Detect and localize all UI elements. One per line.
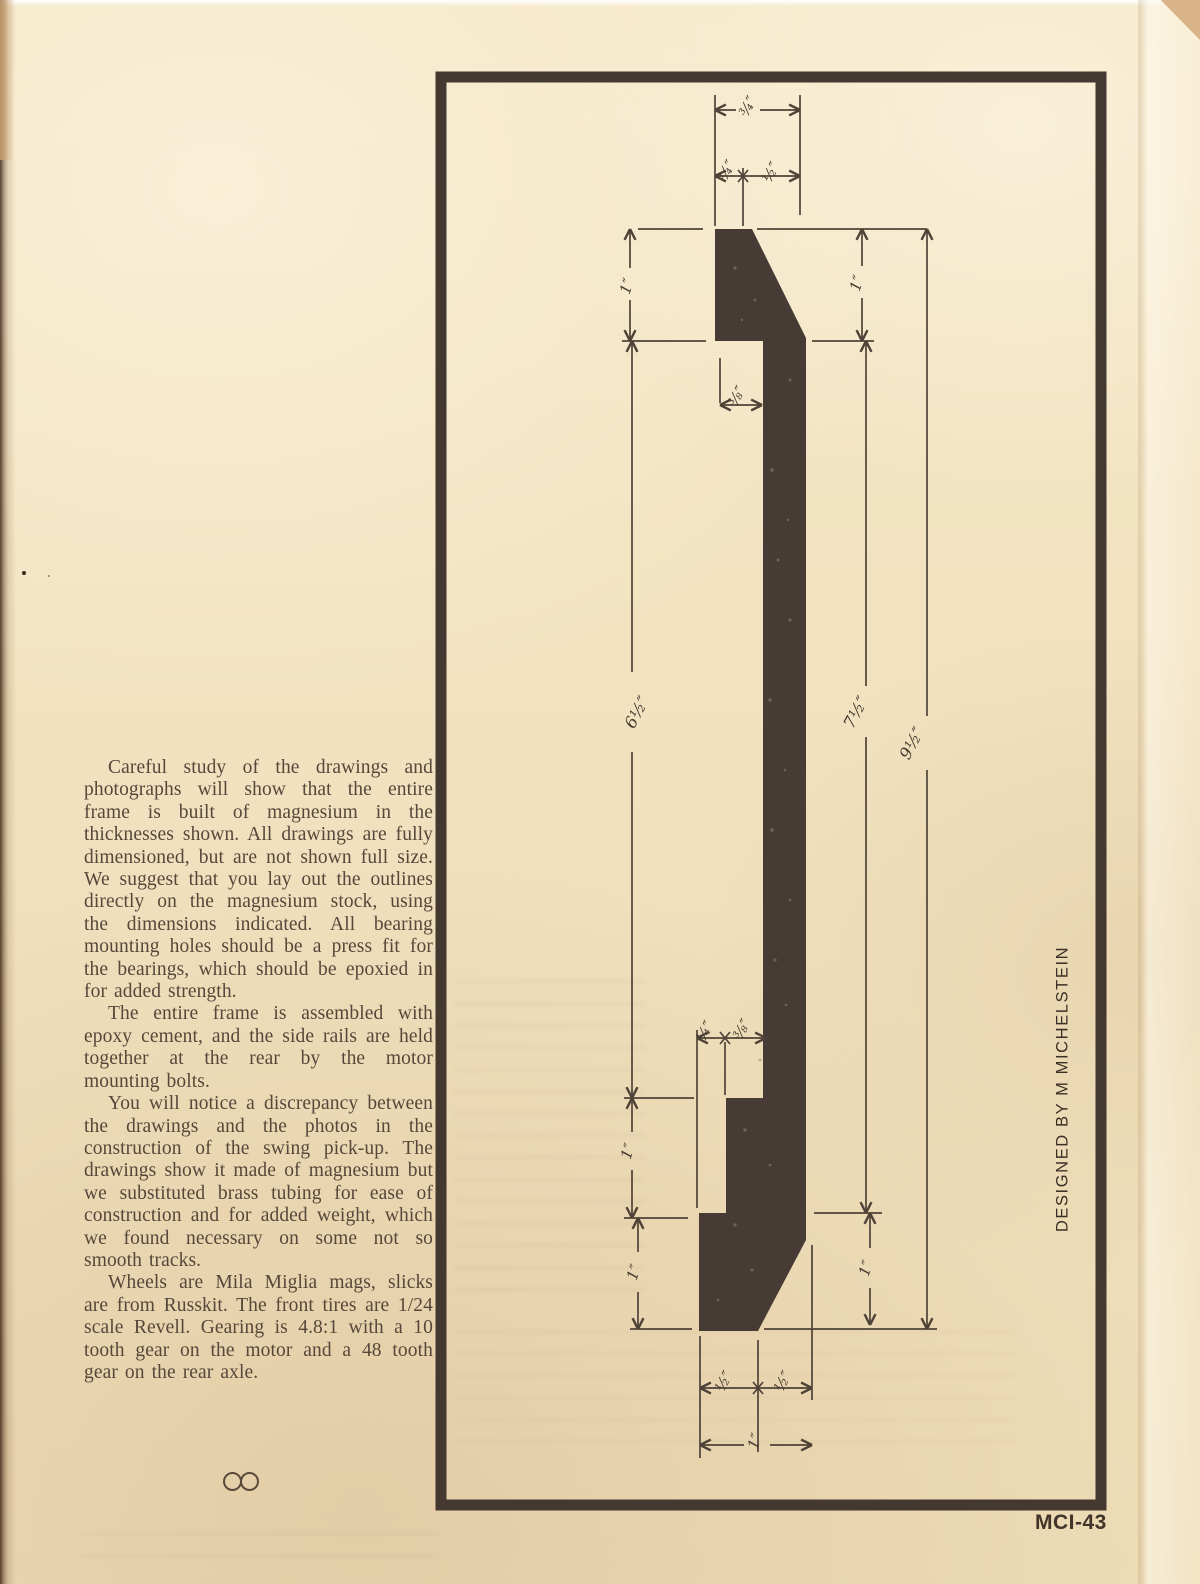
designer-credit-text: DESIGNED BY M MICHELSTEIN: [1053, 945, 1072, 1233]
dimension-label-right-1-bottom: 1″: [854, 1257, 878, 1279]
article-paragraph: Careful study of the drawings and photographs will show that the entire frame is built of magnesium in the thicknesses shown. All drawings are fully dimensioned, but are not shown full size. We suggest that you lay out the outlines directly on the magnesium stock, using the dimensions indicated. All bearing mounting holes should be a press fit for the bearings, which should be epoxied in for added strength.: [84, 757, 433, 1003]
dimension-label-three-eighths-low: ⅜″: [729, 1015, 755, 1043]
dimension-label-bottom-1: 1″: [743, 1430, 767, 1452]
dimension-label-top-half: ½″: [758, 158, 784, 186]
page-number: MCI-43: [1035, 1511, 1107, 1534]
article-paragraph: You will notice a discrepancy between the drawings and the photos in the construction of the swing pick-up. The drawings show it made of magnesium but we substituted brass tubing for ease of construction and for added weight, which we found necessary on some not so smooth tracks.: [84, 1093, 433, 1271]
article-paragraph: The entire frame is assembled with epoxy cement, and the side rails are held together at the rear by the motor mounting bolts.: [84, 1003, 433, 1092]
dimension-label-bottom-half-right: ½″: [770, 1367, 796, 1395]
dimension-label-left-1-top: 1″: [615, 275, 639, 297]
dimension-label-top-quarter: ¼″: [714, 156, 740, 184]
dimension-label-seven-half: 7½″: [839, 692, 873, 732]
dimension-label-right-1-top: 1″: [845, 272, 869, 294]
article-paragraph: Wheels are Mila Miglia mags, slicks are from Russkit. The front tires are 1/24 scale Revell. Gearing is 4.8:1 with a 10 tooth gear on the motor and a 48 tooth gear on the rear axle.: [84, 1272, 433, 1383]
dimension-label-left-1-mid: 1″: [616, 1140, 640, 1162]
dimension-label-left-1-bottom: 1″: [622, 1261, 646, 1283]
dimension-label-bottom-half-left: ½″: [711, 1367, 737, 1395]
dimension-label-quarter-low: ¼″: [692, 1017, 718, 1045]
rail-profile-shape: [699, 229, 806, 1331]
dimension-label-three-eighths-top: ⅜″: [724, 382, 750, 410]
end-of-article-icon: [223, 1472, 259, 1491]
article-text: [84, 757, 433, 1384]
dimension-label-top-overall: ¾″: [735, 92, 761, 120]
dimension-label-six-half: 6½″: [620, 692, 654, 732]
dimension-label-nine-half: 9½″: [895, 723, 929, 763]
